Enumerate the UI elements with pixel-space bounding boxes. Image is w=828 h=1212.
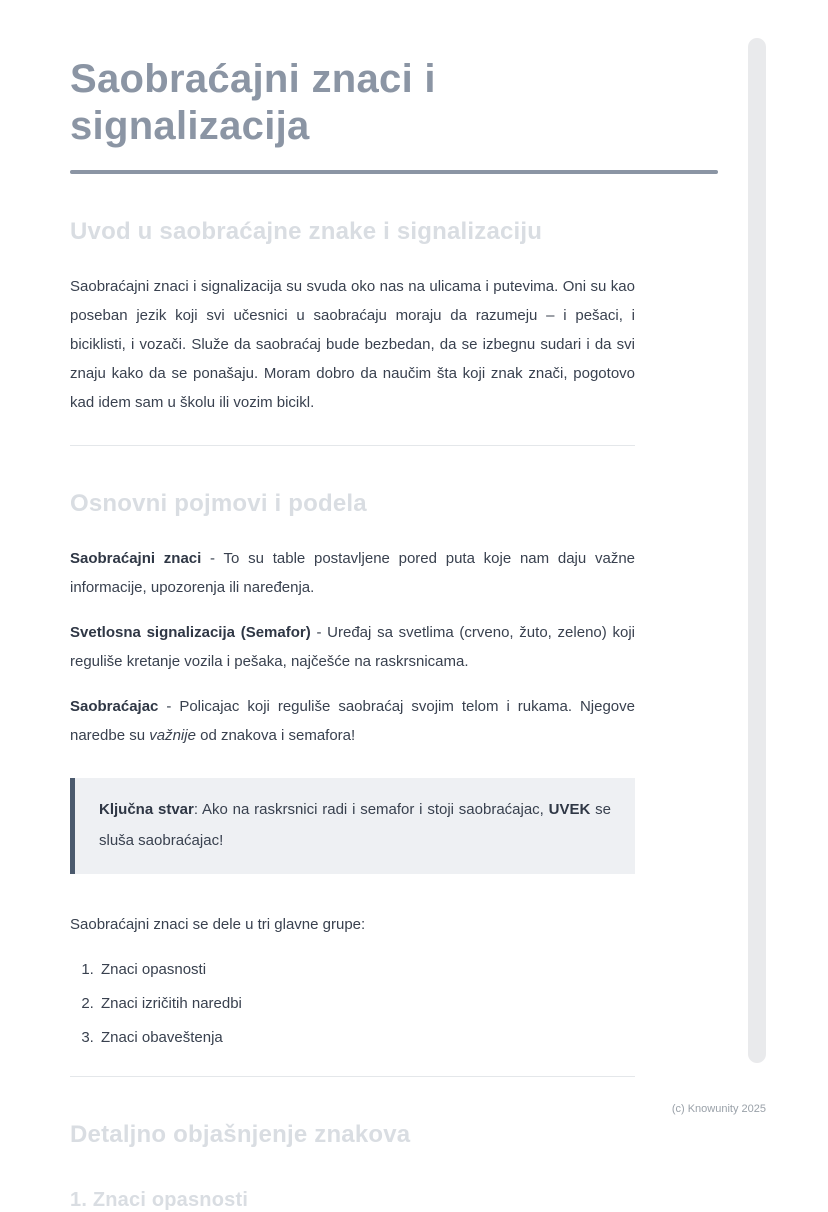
term-definition-tail: od znakova i semafora!: [195, 727, 356, 744]
key-point-callout: [70, 778, 635, 874]
section-divider-2: [70, 1076, 635, 1077]
callout-bold: UVEK: [548, 801, 591, 818]
term-paragraph-signs: [70, 544, 635, 602]
term-definition: - To su table postavljene pored puta koje nam daju važne informacije, upozorenja ili naređenja.: [70, 550, 636, 596]
title-divider: [70, 170, 718, 174]
list-item: 2. Znaci izričitih naredbi: [98, 993, 635, 1014]
term-emphasis: važnije: [149, 727, 196, 744]
callout-segment: : Ako na raskrsnici radi i semafor i stoji saobraćajac,: [193, 801, 549, 818]
term-name: Saobraćajni znaci: [70, 550, 202, 567]
groups-list: [70, 959, 635, 1048]
list-item: 3. Znaci obaveštenja: [98, 1027, 635, 1048]
term-name: Saobraćajac: [70, 698, 159, 715]
term-paragraph-semafor: [70, 618, 635, 676]
copyright-credit: (c) Knowunity 2025: [671, 1103, 766, 1115]
page-title: Saobraćajni znaci i signalizacija: [70, 57, 436, 148]
groups-intro: Saobraćajni znaci se dele u tri glavne grupe:: [70, 916, 366, 933]
callout-text: [99, 794, 611, 856]
list-item: 1. Znaci opasnosti: [98, 959, 635, 980]
term-name: Svetlosna signalizacija (Semafor): [70, 624, 311, 641]
term-paragraph-saobracajac: [70, 692, 635, 750]
callout-segment-tail: se sluša saobraćajac!: [99, 801, 611, 849]
section-heading-intro: Uvod u saobraćajne znake i signalizaciju: [70, 218, 543, 245]
subsection-heading-danger-signs: 1. Znaci opasnosti: [70, 1189, 249, 1211]
section-heading-details: Detaljno objašnjenje znakova: [70, 1121, 411, 1148]
term-definition: - Policajac koji reguliše saobraćaj svojim telom i rukama. Njegove naredbe su: [70, 698, 635, 744]
document-content: [70, 0, 635, 1212]
intro-paragraph: Saobraćajni znaci i signalizacija su svuda oko nas na ulicama i putevima. Oni su kao poseban jezik koji svi učesnici u saobraćaju moraju da razumeju – i pešaci, i biciklisti, i vozači. Služe da saobraćaj bude bezbedan, da se izbegnu sudari i da svi znaju kako da se ponašaju. Moram dobro da naučim šta koji znak znači, pogotovo kad idem sam u školu ili vozim bicikl.: [70, 278, 635, 411]
section-divider-1: [70, 445, 635, 446]
section-heading-concepts: Osnovni pojmovi i podela: [70, 490, 367, 517]
term-definition: - Uređaj sa svetlima (crveno, žuto, zeleno) koji reguliše kretanje vozila i pešaka, najčešće na raskrsnicama.: [70, 624, 635, 670]
scrollbar-thumb[interactable]: [748, 38, 766, 1063]
callout-lead: Ključna stvar: [99, 801, 194, 818]
